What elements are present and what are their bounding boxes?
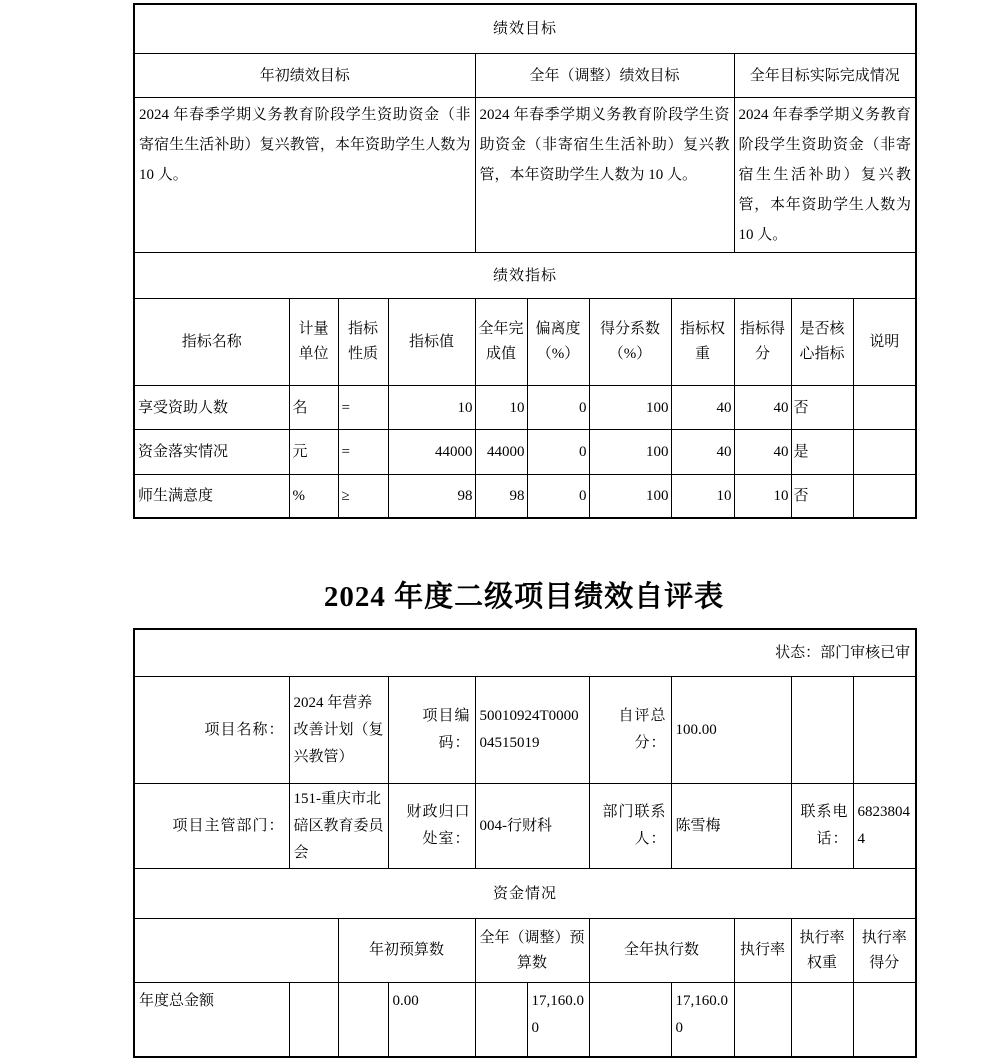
indicator-name: 享受资助人数 <box>134 386 289 430</box>
indicator-name: 资金落实情况 <box>134 430 289 475</box>
indicator-deviation: 0 <box>527 430 589 475</box>
indicator-weight: 40 <box>671 386 734 430</box>
project-code-value: 50010924T000004515019 <box>475 677 589 784</box>
indicator-completed: 98 <box>475 475 527 519</box>
contact-person-value: 陈雪梅 <box>671 784 791 869</box>
supervising-department-value: 151-重庆市北碚区教育委员会 <box>289 784 388 869</box>
empty-cell <box>853 983 916 1058</box>
executed-amount-value: 17,160.00 <box>671 983 734 1058</box>
col-header-execution-rate-weight: 执行率权重 <box>791 919 853 983</box>
indicator-nature: = <box>338 386 388 430</box>
budget-header-row <box>134 919 916 983</box>
indicator-unit: 元 <box>289 430 338 475</box>
indicator-row <box>134 430 916 475</box>
self-score-value: 100.00 <box>671 677 791 784</box>
self-evaluation-table <box>133 628 917 1058</box>
col-header-nature: 指标性质 <box>338 299 388 386</box>
goal-text-actual: 2024 年春季学期义务教育阶段学生资助资金（非寄宿生生活补助）复兴教管，本年资助学生人数为 10 人。 <box>734 98 916 253</box>
empty-cell <box>791 677 853 784</box>
col-header-completed-value: 全年完成值 <box>475 299 527 386</box>
table-row <box>134 677 916 784</box>
indicator-unit: 名 <box>289 386 338 430</box>
col-header-deviation: 偏离度（%） <box>527 299 589 386</box>
col-header-note: 说明 <box>853 299 916 386</box>
col-header-indicator-name: 指标名称 <box>134 299 289 386</box>
goal-header-adjusted: 全年（调整）绩效目标 <box>475 54 734 98</box>
indicator-score-coef: 100 <box>589 386 671 430</box>
indicator-score-coef: 100 <box>589 475 671 519</box>
table-row <box>134 4 916 54</box>
table-row <box>134 869 916 919</box>
table-row <box>134 784 916 869</box>
indicator-core-flag: 否 <box>791 475 853 519</box>
indicator-completed: 10 <box>475 386 527 430</box>
indicator-header-row <box>134 299 916 386</box>
col-header-core-indicator: 是否核心指标 <box>791 299 853 386</box>
indicator-core-flag: 否 <box>791 386 853 430</box>
performance-goal-table <box>133 3 917 519</box>
col-header-target-value: 指标值 <box>388 299 475 386</box>
table-row <box>134 54 916 98</box>
empty-cell <box>791 983 853 1058</box>
indicator-score: 40 <box>734 386 791 430</box>
indicator-row <box>134 386 916 430</box>
budget-row <box>134 983 916 1058</box>
indicator-score: 10 <box>734 475 791 519</box>
col-header-weight: 指标权重 <box>671 299 734 386</box>
indicator-score: 40 <box>734 430 791 475</box>
indicator-deviation: 0 <box>527 475 589 519</box>
table-row <box>134 253 916 299</box>
empty-cell <box>134 919 338 983</box>
indicator-note <box>853 475 916 519</box>
indicator-note <box>853 386 916 430</box>
indicator-weight: 10 <box>671 475 734 519</box>
col-header-score-coefficient: 得分系数（%） <box>589 299 671 386</box>
section-title-performance-goal: 绩效目标 <box>134 4 916 54</box>
empty-cell <box>853 677 916 784</box>
section-title-funding: 资金情况 <box>134 869 916 919</box>
initial-budget-value: 0.00 <box>388 983 475 1058</box>
goal-text-adjusted: 2024 年春季学期义务教育阶段学生资助资金（非寄宿生生活补助）复兴教管，本年资助学生人数为 10 人。 <box>475 98 734 253</box>
section-title-performance-indicators: 绩效指标 <box>134 253 916 299</box>
table-row <box>134 98 916 253</box>
col-header-executed-amount: 全年执行数 <box>589 919 734 983</box>
empty-cell <box>289 983 338 1058</box>
page-title: 2024 年度二级项目绩效自评表 <box>323 581 725 613</box>
adjusted-budget-value: 17,160.00 <box>527 983 589 1058</box>
indicator-note <box>853 430 916 475</box>
supervising-department-label: 项目主管部门： <box>134 784 289 869</box>
project-code-label: 项目编码： <box>388 677 475 784</box>
indicator-deviation: 0 <box>527 386 589 430</box>
indicator-target: 98 <box>388 475 475 519</box>
contact-phone-label: 联系电话： <box>791 784 853 869</box>
project-name-value: 2024 年营养改善计划（复兴教管） <box>289 677 388 784</box>
indicator-completed: 44000 <box>475 430 527 475</box>
col-header-execution-rate-score: 执行率得分 <box>853 919 916 983</box>
annual-total-label: 年度总金额 <box>134 983 289 1058</box>
empty-cell <box>589 983 671 1058</box>
project-name-label: 项目名称： <box>134 677 289 784</box>
goal-text-initial: 2024 年春季学期义务教育阶段学生资助资金（非寄宿生生活补助）复兴教管，本年资助学生人数为 10 人。 <box>134 98 475 253</box>
indicator-nature: ≥ <box>338 475 388 519</box>
col-header-score: 指标得分 <box>734 299 791 386</box>
col-header-initial-budget: 年初预算数 <box>338 919 475 983</box>
empty-cell <box>475 983 527 1058</box>
indicator-unit: % <box>289 475 338 519</box>
indicator-row <box>134 475 916 519</box>
indicator-target: 10 <box>388 386 475 430</box>
goal-header-actual: 全年目标实际完成情况 <box>734 54 916 98</box>
indicator-target: 44000 <box>388 430 475 475</box>
table-row <box>134 629 916 677</box>
contact-phone-value: 68238044 <box>853 784 916 869</box>
self-score-label: 自评总分： <box>589 677 671 784</box>
status-text: 状态：部门审核已审 <box>134 629 916 677</box>
col-header-adjusted-budget: 全年（调整）预算数 <box>475 919 589 983</box>
finance-office-label: 财政归口处室： <box>388 784 475 869</box>
indicator-weight: 40 <box>671 430 734 475</box>
indicator-core-flag: 是 <box>791 430 853 475</box>
indicator-nature: = <box>338 430 388 475</box>
col-header-execution-rate: 执行率 <box>734 919 791 983</box>
col-header-unit: 计量单位 <box>289 299 338 386</box>
indicator-name: 师生满意度 <box>134 475 289 519</box>
goal-header-initial: 年初绩效目标 <box>134 54 475 98</box>
empty-cell <box>338 983 388 1058</box>
finance-office-value: 004-行财科 <box>475 784 589 869</box>
indicator-score-coef: 100 <box>589 430 671 475</box>
contact-person-label: 部门联系人： <box>589 784 671 869</box>
empty-cell <box>734 983 791 1058</box>
